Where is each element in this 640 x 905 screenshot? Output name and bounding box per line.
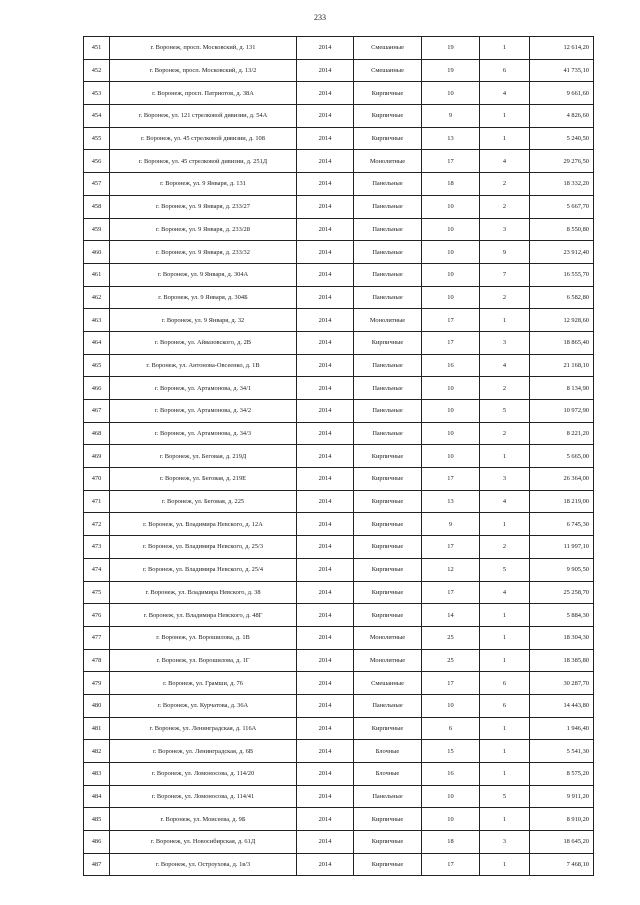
area-cell: 4 826,60 bbox=[530, 105, 594, 128]
entrances-cell: 4 bbox=[480, 150, 530, 173]
entrances-cell: 2 bbox=[480, 377, 530, 400]
area-cell: 1 946,40 bbox=[530, 717, 594, 740]
area-cell: 18 219,00 bbox=[530, 490, 594, 513]
table-row bbox=[84, 309, 594, 332]
table-row bbox=[84, 808, 594, 831]
entrances-cell: 2 bbox=[480, 173, 530, 196]
wall-material-cell: Кирпичные bbox=[354, 331, 422, 354]
area-cell: 18 385,80 bbox=[530, 649, 594, 672]
entrances-cell: 5 bbox=[480, 558, 530, 581]
floors-cell: 10 bbox=[422, 694, 480, 717]
year-cell: 2014 bbox=[297, 195, 354, 218]
wall-material-cell: Монолитные bbox=[354, 649, 422, 672]
address-cell: г. Воронеж, ул. 9 Января, д. 233/28 bbox=[110, 218, 297, 241]
address-cell: г. Воронеж, ул. Владимира Невского, д. 25/4 bbox=[110, 558, 297, 581]
table-row bbox=[84, 763, 594, 786]
area-cell: 16 555,70 bbox=[530, 263, 594, 286]
area-cell: 18 865,40 bbox=[530, 331, 594, 354]
wall-material-cell: Кирпичные bbox=[354, 558, 422, 581]
wall-material-cell: Кирпичные bbox=[354, 581, 422, 604]
row-number-cell: 470 bbox=[84, 468, 110, 491]
wall-material-cell: Блочные bbox=[354, 763, 422, 786]
entrances-cell: 6 bbox=[480, 672, 530, 695]
row-number-cell: 452 bbox=[84, 59, 110, 82]
wall-material-cell: Смешанные bbox=[354, 59, 422, 82]
year-cell: 2014 bbox=[297, 853, 354, 876]
floors-cell: 10 bbox=[422, 263, 480, 286]
wall-material-cell: Кирпичные bbox=[354, 468, 422, 491]
floors-cell: 17 bbox=[422, 468, 480, 491]
row-number-cell: 455 bbox=[84, 127, 110, 150]
row-number-cell: 464 bbox=[84, 331, 110, 354]
floors-cell: 17 bbox=[422, 672, 480, 695]
area-cell: 7 468,10 bbox=[530, 853, 594, 876]
entrances-cell: 1 bbox=[480, 717, 530, 740]
table-row bbox=[84, 37, 594, 60]
entrances-cell: 3 bbox=[480, 331, 530, 354]
area-cell: 8 221,20 bbox=[530, 422, 594, 445]
floors-cell: 10 bbox=[422, 82, 480, 105]
year-cell: 2014 bbox=[297, 309, 354, 332]
entrances-cell: 6 bbox=[480, 694, 530, 717]
floors-cell: 9 bbox=[422, 513, 480, 536]
year-cell: 2014 bbox=[297, 694, 354, 717]
floors-cell: 17 bbox=[422, 150, 480, 173]
address-cell: г. Воронеж, ул. Беговая, д. 225 bbox=[110, 490, 297, 513]
entrances-cell: 1 bbox=[480, 626, 530, 649]
year-cell: 2014 bbox=[297, 740, 354, 763]
entrances-cell: 1 bbox=[480, 649, 530, 672]
wall-material-cell: Панельные bbox=[354, 694, 422, 717]
year-cell: 2014 bbox=[297, 377, 354, 400]
area-cell: 9 905,50 bbox=[530, 558, 594, 581]
floors-cell: 17 bbox=[422, 309, 480, 332]
entrances-cell: 1 bbox=[480, 513, 530, 536]
floors-cell: 10 bbox=[422, 377, 480, 400]
floors-cell: 12 bbox=[422, 558, 480, 581]
row-number-cell: 456 bbox=[84, 150, 110, 173]
year-cell: 2014 bbox=[297, 785, 354, 808]
year-cell: 2014 bbox=[297, 422, 354, 445]
year-cell: 2014 bbox=[297, 649, 354, 672]
table-row bbox=[84, 717, 594, 740]
address-cell: г. Воронеж, просп. Московский, д. 13/2 bbox=[110, 59, 297, 82]
address-cell: г. Воронеж, ул. 9 Января, д. 32 bbox=[110, 309, 297, 332]
year-cell: 2014 bbox=[297, 763, 354, 786]
wall-material-cell: Кирпичные bbox=[354, 513, 422, 536]
address-cell: г. Воронеж, ул. 9 Января, д. 304А bbox=[110, 263, 297, 286]
entrances-cell: 4 bbox=[480, 82, 530, 105]
address-cell: г. Воронеж, ул. Владимира Невского, д. 48Г bbox=[110, 604, 297, 627]
floors-cell: 15 bbox=[422, 740, 480, 763]
address-cell: г. Воронеж, ул. Артамонова, д. 34/2 bbox=[110, 400, 297, 423]
wall-material-cell: Панельные bbox=[354, 354, 422, 377]
row-number-cell: 474 bbox=[84, 558, 110, 581]
row-number-cell: 482 bbox=[84, 740, 110, 763]
wall-material-cell: Монолитные bbox=[354, 626, 422, 649]
wall-material-cell: Кирпичные bbox=[354, 536, 422, 559]
address-cell: г. Воронеж, просп. Патриотов, д. 38А bbox=[110, 82, 297, 105]
table-row bbox=[84, 672, 594, 695]
page-number: 233 bbox=[314, 13, 326, 22]
wall-material-cell: Кирпичные bbox=[354, 490, 422, 513]
floors-cell: 16 bbox=[422, 354, 480, 377]
area-cell: 11 997,10 bbox=[530, 536, 594, 559]
area-cell: 25 258,70 bbox=[530, 581, 594, 604]
area-cell: 8 910,20 bbox=[530, 808, 594, 831]
row-number-cell: 473 bbox=[84, 536, 110, 559]
table-row bbox=[84, 604, 594, 627]
floors-cell: 10 bbox=[422, 808, 480, 831]
table-row bbox=[84, 581, 594, 604]
area-cell: 29 276,50 bbox=[530, 150, 594, 173]
table-row bbox=[84, 626, 594, 649]
address-cell: г. Воронеж, ул. Владимира Невского, д. 25/3 bbox=[110, 536, 297, 559]
table-row bbox=[84, 649, 594, 672]
table-row bbox=[84, 105, 594, 128]
wall-material-cell: Кирпичные bbox=[354, 808, 422, 831]
entrances-cell: 2 bbox=[480, 422, 530, 445]
year-cell: 2014 bbox=[297, 263, 354, 286]
row-number-cell: 463 bbox=[84, 309, 110, 332]
floors-cell: 10 bbox=[422, 286, 480, 309]
table-row bbox=[84, 127, 594, 150]
entrances-cell: 7 bbox=[480, 263, 530, 286]
entrances-cell: 4 bbox=[480, 581, 530, 604]
year-cell: 2014 bbox=[297, 558, 354, 581]
row-number-cell: 457 bbox=[84, 173, 110, 196]
wall-material-cell: Монолитные bbox=[354, 309, 422, 332]
address-cell: г. Воронеж, просп. Московский, д. 131 bbox=[110, 37, 297, 60]
table-row bbox=[84, 831, 594, 854]
area-cell: 6 745,30 bbox=[530, 513, 594, 536]
table-row bbox=[84, 740, 594, 763]
area-cell: 6 582,80 bbox=[530, 286, 594, 309]
address-cell: г. Воронеж, ул. Ворошилова, д. 1Г bbox=[110, 649, 297, 672]
floors-cell: 10 bbox=[422, 400, 480, 423]
floors-cell: 10 bbox=[422, 445, 480, 468]
row-number-cell: 458 bbox=[84, 195, 110, 218]
area-cell: 5 665,00 bbox=[530, 445, 594, 468]
entrances-cell: 1 bbox=[480, 808, 530, 831]
wall-material-cell: Панельные bbox=[354, 422, 422, 445]
wall-material-cell: Кирпичные bbox=[354, 105, 422, 128]
address-cell: г. Воронеж, ул. Остроухова, д. 1в/3 bbox=[110, 853, 297, 876]
area-cell: 12 928,60 bbox=[530, 309, 594, 332]
entrances-cell: 1 bbox=[480, 105, 530, 128]
floors-cell: 10 bbox=[422, 195, 480, 218]
area-cell: 12 614,20 bbox=[530, 37, 594, 60]
wall-material-cell: Панельные bbox=[354, 218, 422, 241]
address-cell: г. Воронеж, ул. 9 Января, д. 233/32 bbox=[110, 241, 297, 264]
entrances-cell: 6 bbox=[480, 59, 530, 82]
area-cell: 5 240,50 bbox=[530, 127, 594, 150]
table-row bbox=[84, 558, 594, 581]
year-cell: 2014 bbox=[297, 59, 354, 82]
row-number-cell: 477 bbox=[84, 626, 110, 649]
entrances-cell: 2 bbox=[480, 536, 530, 559]
entrances-cell: 1 bbox=[480, 309, 530, 332]
entrances-cell: 1 bbox=[480, 127, 530, 150]
row-number-cell: 475 bbox=[84, 581, 110, 604]
address-cell: г. Воронеж, ул. Антонова-Овсеенко, д. 1В bbox=[110, 354, 297, 377]
address-cell: г. Воронеж, ул. Ленинградская, д. 6В bbox=[110, 740, 297, 763]
floors-cell: 25 bbox=[422, 626, 480, 649]
entrances-cell: 4 bbox=[480, 354, 530, 377]
table-row bbox=[84, 195, 594, 218]
area-cell: 18 332,20 bbox=[530, 173, 594, 196]
address-cell: г. Воронеж, ул. Айвазовского, д. 2В bbox=[110, 331, 297, 354]
table-row bbox=[84, 694, 594, 717]
area-cell: 8 575,20 bbox=[530, 763, 594, 786]
entrances-cell: 2 bbox=[480, 195, 530, 218]
table-row bbox=[84, 785, 594, 808]
year-cell: 2014 bbox=[297, 513, 354, 536]
table-row bbox=[84, 422, 594, 445]
area-cell: 21 168,10 bbox=[530, 354, 594, 377]
year-cell: 2014 bbox=[297, 445, 354, 468]
row-number-cell: 462 bbox=[84, 286, 110, 309]
year-cell: 2014 bbox=[297, 354, 354, 377]
wall-material-cell: Смешанные bbox=[354, 37, 422, 60]
table-row bbox=[84, 400, 594, 423]
entrances-cell: 3 bbox=[480, 468, 530, 491]
wall-material-cell: Смешанные bbox=[354, 672, 422, 695]
year-cell: 2014 bbox=[297, 604, 354, 627]
floors-cell: 25 bbox=[422, 649, 480, 672]
floors-cell: 10 bbox=[422, 422, 480, 445]
wall-material-cell: Кирпичные bbox=[354, 127, 422, 150]
wall-material-cell: Кирпичные bbox=[354, 717, 422, 740]
address-cell: г. Воронеж, ул. Ломоносова, д. 114/41 bbox=[110, 785, 297, 808]
row-number-cell: 476 bbox=[84, 604, 110, 627]
wall-material-cell: Блочные bbox=[354, 740, 422, 763]
row-number-cell: 486 bbox=[84, 831, 110, 854]
year-cell: 2014 bbox=[297, 468, 354, 491]
address-cell: г. Воронеж, ул. Артамонова, д. 34/1 bbox=[110, 377, 297, 400]
area-cell: 26 364,00 bbox=[530, 468, 594, 491]
address-cell: г. Воронеж, ул. 45 стрелковой дивизии, д. 108 bbox=[110, 127, 297, 150]
wall-material-cell: Панельные bbox=[354, 241, 422, 264]
address-cell: г. Воронеж, ул. Ленинградская, д. 116А bbox=[110, 717, 297, 740]
floors-cell: 19 bbox=[422, 37, 480, 60]
address-cell: г. Воронеж, ул. Беговая, д. 219Д bbox=[110, 445, 297, 468]
row-number-cell: 483 bbox=[84, 763, 110, 786]
row-number-cell: 487 bbox=[84, 853, 110, 876]
year-cell: 2014 bbox=[297, 286, 354, 309]
floors-cell: 9 bbox=[422, 105, 480, 128]
floors-cell: 6 bbox=[422, 717, 480, 740]
table-row bbox=[84, 468, 594, 491]
row-number-cell: 461 bbox=[84, 263, 110, 286]
wall-material-cell: Панельные bbox=[354, 195, 422, 218]
wall-material-cell: Монолитные bbox=[354, 150, 422, 173]
address-cell: г. Воронеж, ул. Беговая, д. 219Е bbox=[110, 468, 297, 491]
entrances-cell: 3 bbox=[480, 831, 530, 854]
row-number-cell: 479 bbox=[84, 672, 110, 695]
address-cell: г. Воронеж, ул. Новосибирская, д. 61Д bbox=[110, 831, 297, 854]
table-row bbox=[84, 536, 594, 559]
row-number-cell: 480 bbox=[84, 694, 110, 717]
floors-cell: 13 bbox=[422, 127, 480, 150]
row-number-cell: 459 bbox=[84, 218, 110, 241]
row-number-cell: 467 bbox=[84, 400, 110, 423]
floors-cell: 10 bbox=[422, 218, 480, 241]
year-cell: 2014 bbox=[297, 717, 354, 740]
housing-registry-table bbox=[83, 36, 594, 876]
table-row bbox=[84, 377, 594, 400]
floors-cell: 17 bbox=[422, 853, 480, 876]
year-cell: 2014 bbox=[297, 82, 354, 105]
area-cell: 18 304,30 bbox=[530, 626, 594, 649]
floors-cell: 16 bbox=[422, 763, 480, 786]
address-cell: г. Воронеж, ул. Артамонова, д. 34/3 bbox=[110, 422, 297, 445]
table-row bbox=[84, 241, 594, 264]
table-row bbox=[84, 490, 594, 513]
row-number-cell: 453 bbox=[84, 82, 110, 105]
floors-cell: 10 bbox=[422, 241, 480, 264]
entrances-cell: 1 bbox=[480, 853, 530, 876]
address-cell: г. Воронеж, ул. 9 Января, д. 233/27 bbox=[110, 195, 297, 218]
wall-material-cell: Панельные bbox=[354, 286, 422, 309]
address-cell: г. Воронеж, ул. 45 стрелковой дивизии, д. 251Д bbox=[110, 150, 297, 173]
year-cell: 2014 bbox=[297, 331, 354, 354]
area-cell: 23 912,40 bbox=[530, 241, 594, 264]
year-cell: 2014 bbox=[297, 490, 354, 513]
entrances-cell: 3 bbox=[480, 218, 530, 241]
floors-cell: 10 bbox=[422, 785, 480, 808]
entrances-cell: 1 bbox=[480, 37, 530, 60]
floors-cell: 17 bbox=[422, 536, 480, 559]
row-number-cell: 481 bbox=[84, 717, 110, 740]
year-cell: 2014 bbox=[297, 581, 354, 604]
area-cell: 5 541,30 bbox=[530, 740, 594, 763]
year-cell: 2014 bbox=[297, 37, 354, 60]
table-row bbox=[84, 59, 594, 82]
wall-material-cell: Кирпичные bbox=[354, 82, 422, 105]
address-cell: г. Воронеж, ул. Владимира Невского, д. 38 bbox=[110, 581, 297, 604]
row-number-cell: 484 bbox=[84, 785, 110, 808]
entrances-cell: 1 bbox=[480, 445, 530, 468]
area-cell: 5 884,30 bbox=[530, 604, 594, 627]
floors-cell: 18 bbox=[422, 173, 480, 196]
table-row bbox=[84, 513, 594, 536]
area-cell: 14 443,80 bbox=[530, 694, 594, 717]
row-number-cell: 472 bbox=[84, 513, 110, 536]
year-cell: 2014 bbox=[297, 218, 354, 241]
entrances-cell: 1 bbox=[480, 763, 530, 786]
row-number-cell: 485 bbox=[84, 808, 110, 831]
wall-material-cell: Панельные bbox=[354, 785, 422, 808]
address-cell: г. Воронеж, ул. 9 Января, д. 304Б bbox=[110, 286, 297, 309]
area-cell: 9 661,60 bbox=[530, 82, 594, 105]
wall-material-cell: Панельные bbox=[354, 400, 422, 423]
wall-material-cell: Кирпичные bbox=[354, 831, 422, 854]
address-cell: г. Воронеж, ул. Ломоносова, д. 114/20 bbox=[110, 763, 297, 786]
row-number-cell: 466 bbox=[84, 377, 110, 400]
row-number-cell: 451 bbox=[84, 37, 110, 60]
address-cell: г. Воронеж, ул. Ворошилова, д. 1В bbox=[110, 626, 297, 649]
address-cell: г. Воронеж, ул. Грамши, д. 76 bbox=[110, 672, 297, 695]
year-cell: 2014 bbox=[297, 241, 354, 264]
row-number-cell: 465 bbox=[84, 354, 110, 377]
area-cell: 8 134,90 bbox=[530, 377, 594, 400]
year-cell: 2014 bbox=[297, 173, 354, 196]
entrances-cell: 2 bbox=[480, 286, 530, 309]
floors-cell: 18 bbox=[422, 831, 480, 854]
table-row bbox=[84, 82, 594, 105]
row-number-cell: 460 bbox=[84, 241, 110, 264]
wall-material-cell: Панельные bbox=[354, 263, 422, 286]
area-cell: 10 972,90 bbox=[530, 400, 594, 423]
year-cell: 2014 bbox=[297, 400, 354, 423]
wall-material-cell: Кирпичные bbox=[354, 853, 422, 876]
row-number-cell: 469 bbox=[84, 445, 110, 468]
floors-cell: 14 bbox=[422, 604, 480, 627]
row-number-cell: 478 bbox=[84, 649, 110, 672]
wall-material-cell: Панельные bbox=[354, 173, 422, 196]
address-cell: г. Воронеж, ул. Моисеева, д. 9Б bbox=[110, 808, 297, 831]
wall-material-cell: Панельные bbox=[354, 377, 422, 400]
area-cell: 5 667,70 bbox=[530, 195, 594, 218]
table-row bbox=[84, 354, 594, 377]
year-cell: 2014 bbox=[297, 626, 354, 649]
row-number-cell: 468 bbox=[84, 422, 110, 445]
floors-cell: 17 bbox=[422, 331, 480, 354]
entrances-cell: 4 bbox=[480, 490, 530, 513]
year-cell: 2014 bbox=[297, 127, 354, 150]
floors-cell: 19 bbox=[422, 59, 480, 82]
year-cell: 2014 bbox=[297, 536, 354, 559]
table-row bbox=[84, 218, 594, 241]
address-cell: г. Воронеж, ул. 121 стрелковой дивизии, д. 54А bbox=[110, 105, 297, 128]
table-row bbox=[84, 173, 594, 196]
table-row bbox=[84, 853, 594, 876]
address-cell: г. Воронеж, ул. Владимира Невского, д. 12А bbox=[110, 513, 297, 536]
entrances-cell: 1 bbox=[480, 604, 530, 627]
area-cell: 30 287,70 bbox=[530, 672, 594, 695]
floors-cell: 17 bbox=[422, 581, 480, 604]
table-body bbox=[84, 37, 594, 876]
floors-cell: 13 bbox=[422, 490, 480, 513]
table-row bbox=[84, 331, 594, 354]
table-row bbox=[84, 445, 594, 468]
entrances-cell: 9 bbox=[480, 241, 530, 264]
entrances-cell: 1 bbox=[480, 740, 530, 763]
area-cell: 18 645,20 bbox=[530, 831, 594, 854]
year-cell: 2014 bbox=[297, 105, 354, 128]
area-cell: 41 735,10 bbox=[530, 59, 594, 82]
entrances-cell: 5 bbox=[480, 400, 530, 423]
year-cell: 2014 bbox=[297, 831, 354, 854]
area-cell: 8 550,80 bbox=[530, 218, 594, 241]
address-cell: г. Воронеж, ул. 9 Января, д. 131 bbox=[110, 173, 297, 196]
table-row bbox=[84, 150, 594, 173]
table-row bbox=[84, 263, 594, 286]
wall-material-cell: Кирпичные bbox=[354, 604, 422, 627]
address-cell: г. Воронеж, ул. Курчатова, д. 36А bbox=[110, 694, 297, 717]
wall-material-cell: Кирпичные bbox=[354, 445, 422, 468]
table-row bbox=[84, 286, 594, 309]
row-number-cell: 454 bbox=[84, 105, 110, 128]
year-cell: 2014 bbox=[297, 672, 354, 695]
entrances-cell: 5 bbox=[480, 785, 530, 808]
year-cell: 2014 bbox=[297, 150, 354, 173]
area-cell: 9 911,20 bbox=[530, 785, 594, 808]
row-number-cell: 471 bbox=[84, 490, 110, 513]
year-cell: 2014 bbox=[297, 808, 354, 831]
